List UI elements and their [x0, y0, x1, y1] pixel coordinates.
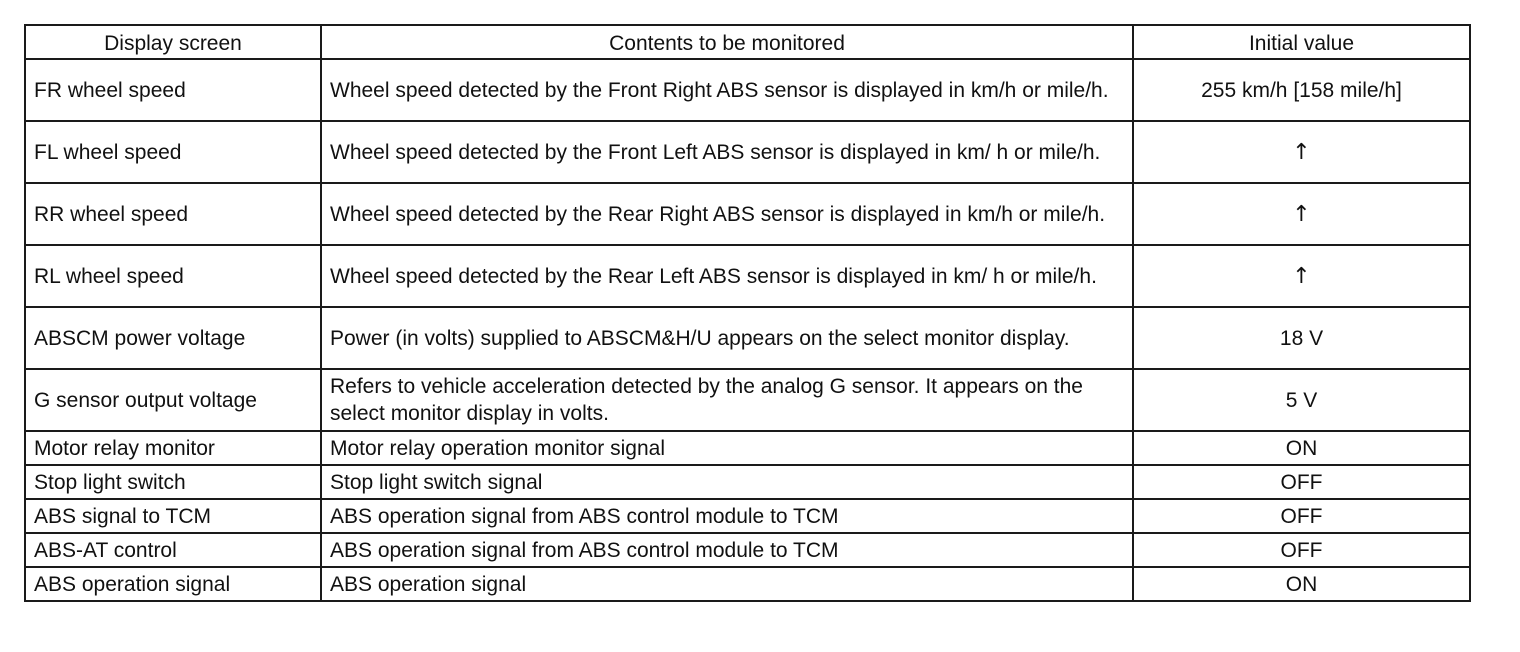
contents-cell: Power (in volts) supplied to ABSCM&H/U appears on the select monitor display.: [321, 307, 1133, 369]
initial-value-cell: 255 km/h [158 mile/h]: [1133, 59, 1470, 121]
up-arrow-icon: ↑: [1133, 245, 1470, 307]
display-screen-cell: ABSCM power voltage: [25, 307, 321, 369]
contents-cell: Wheel speed detected by the Rear Left ABS sensor is displayed in km/ h or mile/h.: [321, 245, 1133, 307]
header-initial-value: Initial value: [1133, 25, 1470, 59]
table-row: [25, 245, 1470, 307]
initial-value-cell: OFF: [1133, 465, 1470, 499]
header-contents: Contents to be monitored: [321, 25, 1133, 59]
table-row: [25, 465, 1470, 499]
header-display-screen: Display screen: [25, 25, 321, 59]
contents-cell: ABS operation signal: [321, 567, 1133, 601]
display-screen-cell: G sensor output voltage: [25, 369, 321, 431]
display-screen-cell: ABS-AT control: [25, 533, 321, 567]
display-screen-cell: RL wheel speed: [25, 245, 321, 307]
table-row: [25, 369, 1470, 431]
contents-cell: Motor relay operation monitor signal: [321, 431, 1133, 465]
contents-cell: Wheel speed detected by the Rear Right ABS sensor is displayed in km/h or mile/h.: [321, 183, 1133, 245]
table-row: [25, 431, 1470, 465]
contents-cell: Refers to vehicle acceleration detected by the analog G sensor. It appears on the select monitor display in volts.: [321, 369, 1133, 431]
table-row: [25, 183, 1470, 245]
table-header: [25, 25, 1470, 59]
display-screen-cell: ABS operation signal: [25, 567, 321, 601]
header-row: [25, 25, 1470, 59]
display-screen-cell: Motor relay monitor: [25, 431, 321, 465]
table-row: [25, 307, 1470, 369]
display-screen-cell: FL wheel speed: [25, 121, 321, 183]
up-arrow-icon: ↑: [1133, 183, 1470, 245]
table-body: [25, 59, 1470, 601]
display-screen-cell: Stop light switch: [25, 465, 321, 499]
contents-cell: ABS operation signal from ABS control module to TCM: [321, 499, 1133, 533]
initial-value-cell: ON: [1133, 431, 1470, 465]
table-row: [25, 567, 1470, 601]
contents-cell: Stop light switch signal: [321, 465, 1133, 499]
display-screen-cell: RR wheel speed: [25, 183, 321, 245]
contents-cell: Wheel speed detected by the Front Right ABS sensor is displayed in km/h or mile/h.: [321, 59, 1133, 121]
monitor-table: [24, 24, 1471, 602]
display-screen-cell: FR wheel speed: [25, 59, 321, 121]
table-row: [25, 121, 1470, 183]
table-row: [25, 499, 1470, 533]
initial-value-cell: ON: [1133, 567, 1470, 601]
initial-value-cell: OFF: [1133, 533, 1470, 567]
initial-value-cell: 5 V: [1133, 369, 1470, 431]
contents-cell: ABS operation signal from ABS control module to TCM: [321, 533, 1133, 567]
initial-value-cell: 18 V: [1133, 307, 1470, 369]
contents-cell: Wheel speed detected by the Front Left ABS sensor is displayed in km/ h or mile/h.: [321, 121, 1133, 183]
display-screen-cell: ABS signal to TCM: [25, 499, 321, 533]
up-arrow-icon: ↑: [1133, 121, 1470, 183]
table-row: [25, 59, 1470, 121]
table-row: [25, 533, 1470, 567]
initial-value-cell: OFF: [1133, 499, 1470, 533]
